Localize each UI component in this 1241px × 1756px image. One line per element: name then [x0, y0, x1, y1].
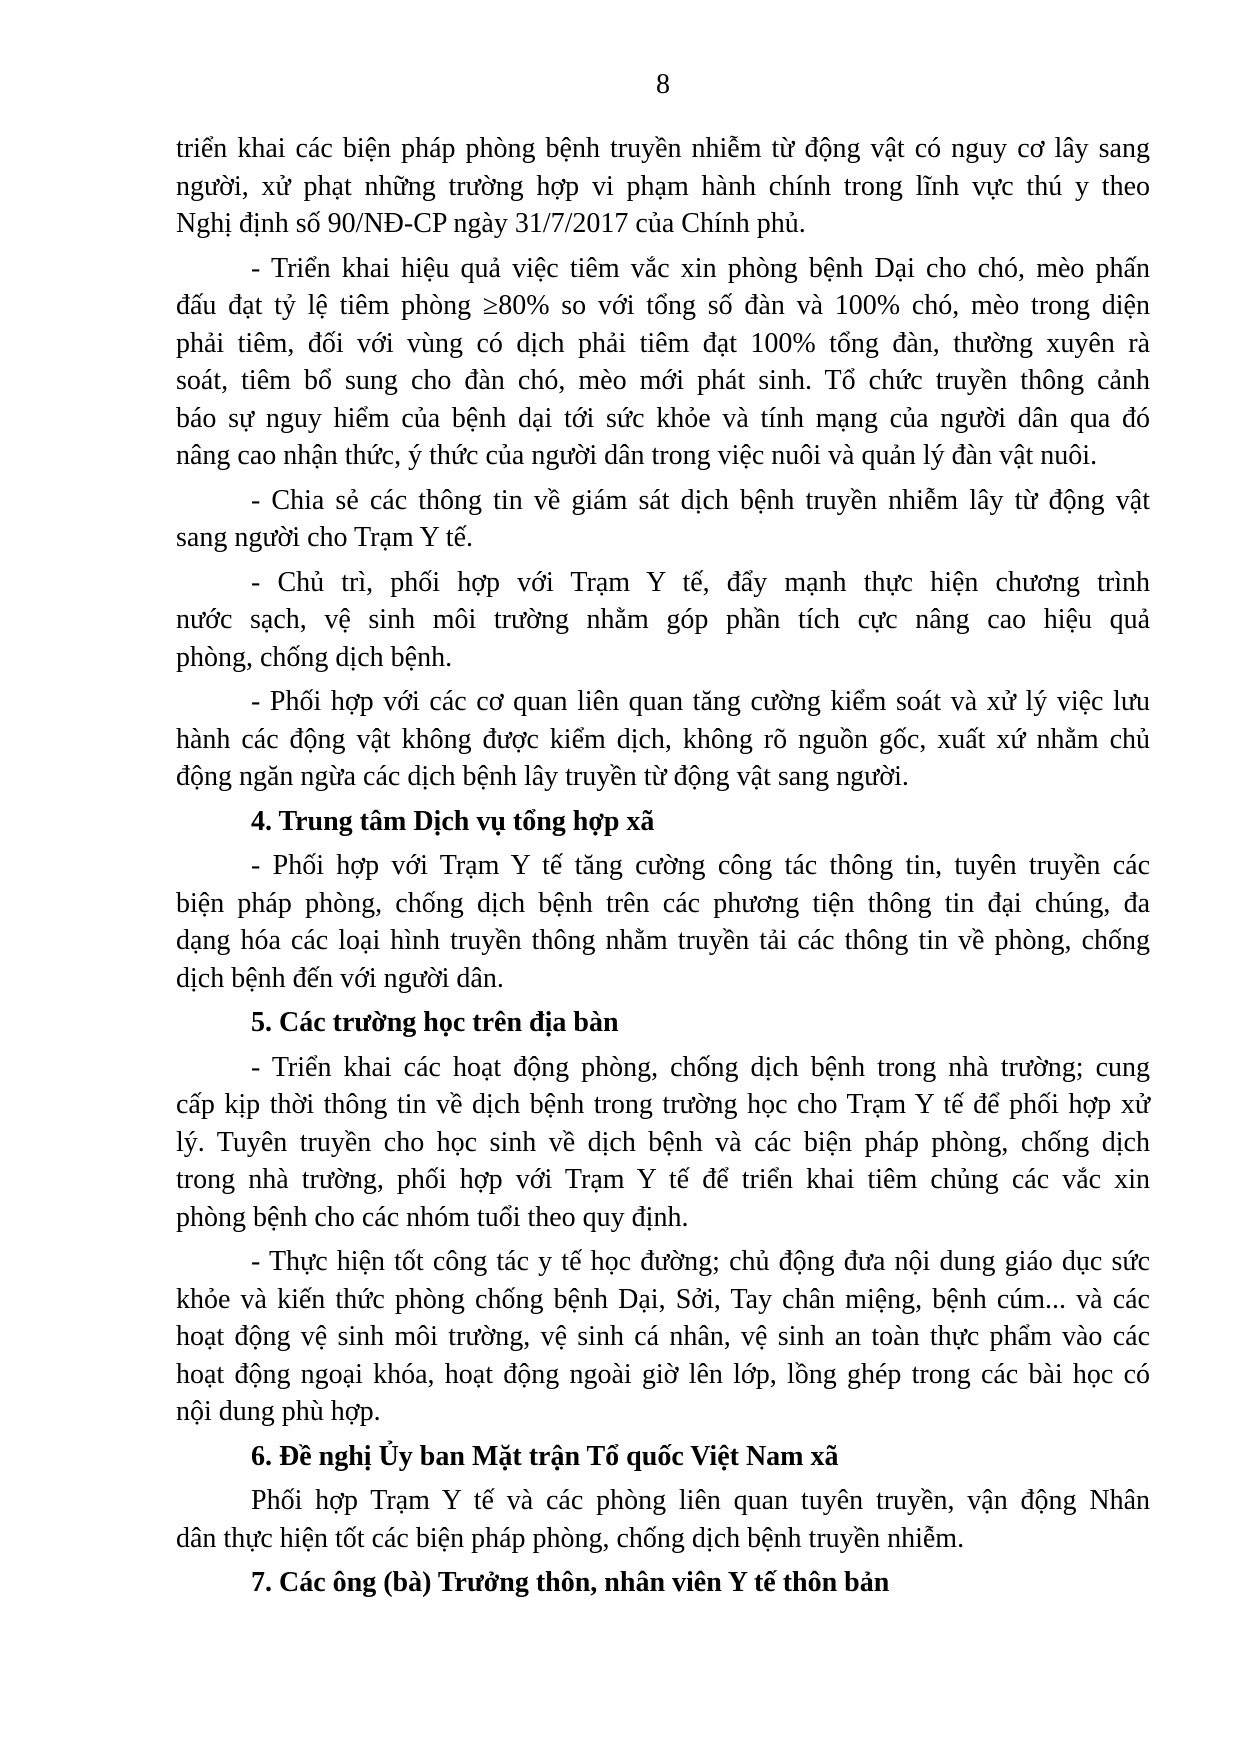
paragraph: [176, 683, 1150, 796]
text-line: - Chủ trì, phối hợp với Trạm Y tế, đẩy mạnh thực hiện chương trình: [251, 566, 1150, 598]
section-heading: [176, 1438, 1150, 1476]
section-heading: [176, 803, 1150, 841]
text-line: - Triển khai các hoạt động phòng, chống dịch bệnh trong nhà trường; cung: [251, 1051, 1150, 1083]
text-line: khỏe và kiến thức phòng chống bệnh Dại, Sởi, Tay chân miệng, bệnh cúm... và các: [176, 1283, 1150, 1315]
text-line: phòng bệnh cho các nhóm tuổi theo quy định.: [176, 1201, 689, 1233]
text-line: 5. Các trường học trên địa bàn: [251, 1007, 619, 1038]
text-line: trong nhà trường, phối hợp với Trạm Y tế để triển khai tiêm chủng các vắc xin: [176, 1164, 1150, 1195]
paragraph: [176, 482, 1150, 557]
text-line: hành các động vật không được kiểm dịch, không rõ nguồn gốc, xuất xứ nhằm chủ: [176, 723, 1150, 755]
text-line: soát, tiêm bổ sung cho đàn chó, mèo mới phát sinh. Tổ chức truyền thông cảnh: [176, 365, 1150, 396]
text-line: động ngăn ngừa các dịch bệnh lây truyền từ động vật sang người.: [176, 761, 909, 792]
text-line: Phối hợp Trạm Y tế và các phòng liên quan tuyên truyền, vận động Nhân: [251, 1485, 1150, 1516]
text-line: - Chia sẻ các thông tin về giám sát dịch bệnh truyền nhiễm lây từ động vật: [251, 484, 1150, 516]
text-line: - Phối hợp với Trạm Y tế tăng cường công tác thông tin, tuyên truyền các: [251, 850, 1150, 881]
section-heading: [176, 1004, 1150, 1042]
text-line: Nghị định số 90/NĐ-CP ngày 31/7/2017 của Chính phủ.: [176, 208, 806, 239]
text-line: lý. Tuyên truyền cho học sinh về dịch bệnh và các biện pháp phòng, chống dịch: [176, 1126, 1150, 1158]
text-line: triển khai các biện pháp phòng bệnh truyền nhiễm từ động vật có nguy cơ lây sang: [176, 133, 1150, 164]
text-line: nội dung phù hợp.: [176, 1396, 381, 1427]
paragraph: [176, 564, 1150, 677]
text-line: - Phối hợp với các cơ quan liên quan tăng cường kiểm soát và xử lý việc lưu: [251, 686, 1150, 717]
text-line: nước sạch, vệ sinh môi trường nhằm góp phần tích cực nâng cao hiệu quả: [176, 604, 1150, 635]
text-line: - Thực hiện tốt công tác y tế học đường; chủ động đưa nội dung giáo dục sức: [251, 1246, 1150, 1277]
text-line: 4. Trung tâm Dịch vụ tổng hợp xã: [251, 805, 655, 837]
paragraph: [176, 250, 1150, 475]
text-line: hoạt động vệ sinh môi trường, vệ sinh cá nhân, vệ sinh an toàn thực phẩm vào các: [176, 1321, 1150, 1352]
text-line: sang người cho Trạm Y tế.: [176, 522, 474, 553]
text-line: dạng hóa các loại hình truyền thông nhằm truyền tải các thông tin về phòng, chống: [176, 925, 1150, 956]
text-line: báo sự nguy hiểm của bệnh dại tới sức khỏe và tính mạng của người dân qua đó: [176, 402, 1150, 434]
paragraph: [176, 1049, 1150, 1237]
text-line: nâng cao nhận thức, ý thức của người dân trong việc nuôi và quản lý đàn vật nuôi.: [176, 440, 1098, 471]
page-number: 8: [656, 69, 670, 100]
text-line: 7. Các ông (bà) Trưởng thôn, nhân viên Y tế thôn bản: [251, 1567, 890, 1598]
text-line: hoạt động ngoại khóa, hoạt động ngoài giờ lên lớp, lồng ghép trong các bài học có: [176, 1358, 1150, 1390]
section-heading: [176, 1564, 1150, 1602]
paragraph: [176, 1482, 1150, 1557]
paragraph: [176, 847, 1150, 997]
paragraph: [176, 130, 1150, 243]
document-body: [176, 130, 1150, 1602]
text-line: phải tiêm, đối với vùng có dịch phải tiêm đạt 100% tổng đàn, thường xuyên rà: [176, 327, 1150, 359]
text-line: biện pháp phòng, chống dịch bệnh trên các phương tiện thông tin đại chúng, đa: [176, 887, 1150, 919]
paragraph: [176, 1243, 1150, 1431]
text-line: phòng, chống dịch bệnh.: [176, 641, 453, 673]
text-line: đấu đạt tỷ lệ tiêm phòng ≥80% so với tổng số đàn và 100% chó, mèo trong diện: [176, 290, 1150, 321]
text-line: 6. Đề nghị Ủy ban Mặt trận Tổ quốc Việt Nam xã: [251, 1440, 839, 1472]
text-line: người, xử phạt những trường hợp vi phạm hành chính trong lĩnh vực thú y theo: [176, 170, 1150, 202]
text-line: cấp kịp thời thông tin về dịch bệnh trong trường học cho Trạm Y tế để phối hợp xử: [176, 1089, 1150, 1120]
text-line: dân thực hiện tốt các biện pháp phòng, chống dịch bệnh truyền nhiễm.: [176, 1522, 965, 1554]
text-line: dịch bệnh đến với người dân.: [176, 962, 504, 994]
text-line: - Triển khai hiệu quả việc tiêm vắc xin phòng bệnh Dại cho chó, mèo phấn: [251, 252, 1150, 284]
